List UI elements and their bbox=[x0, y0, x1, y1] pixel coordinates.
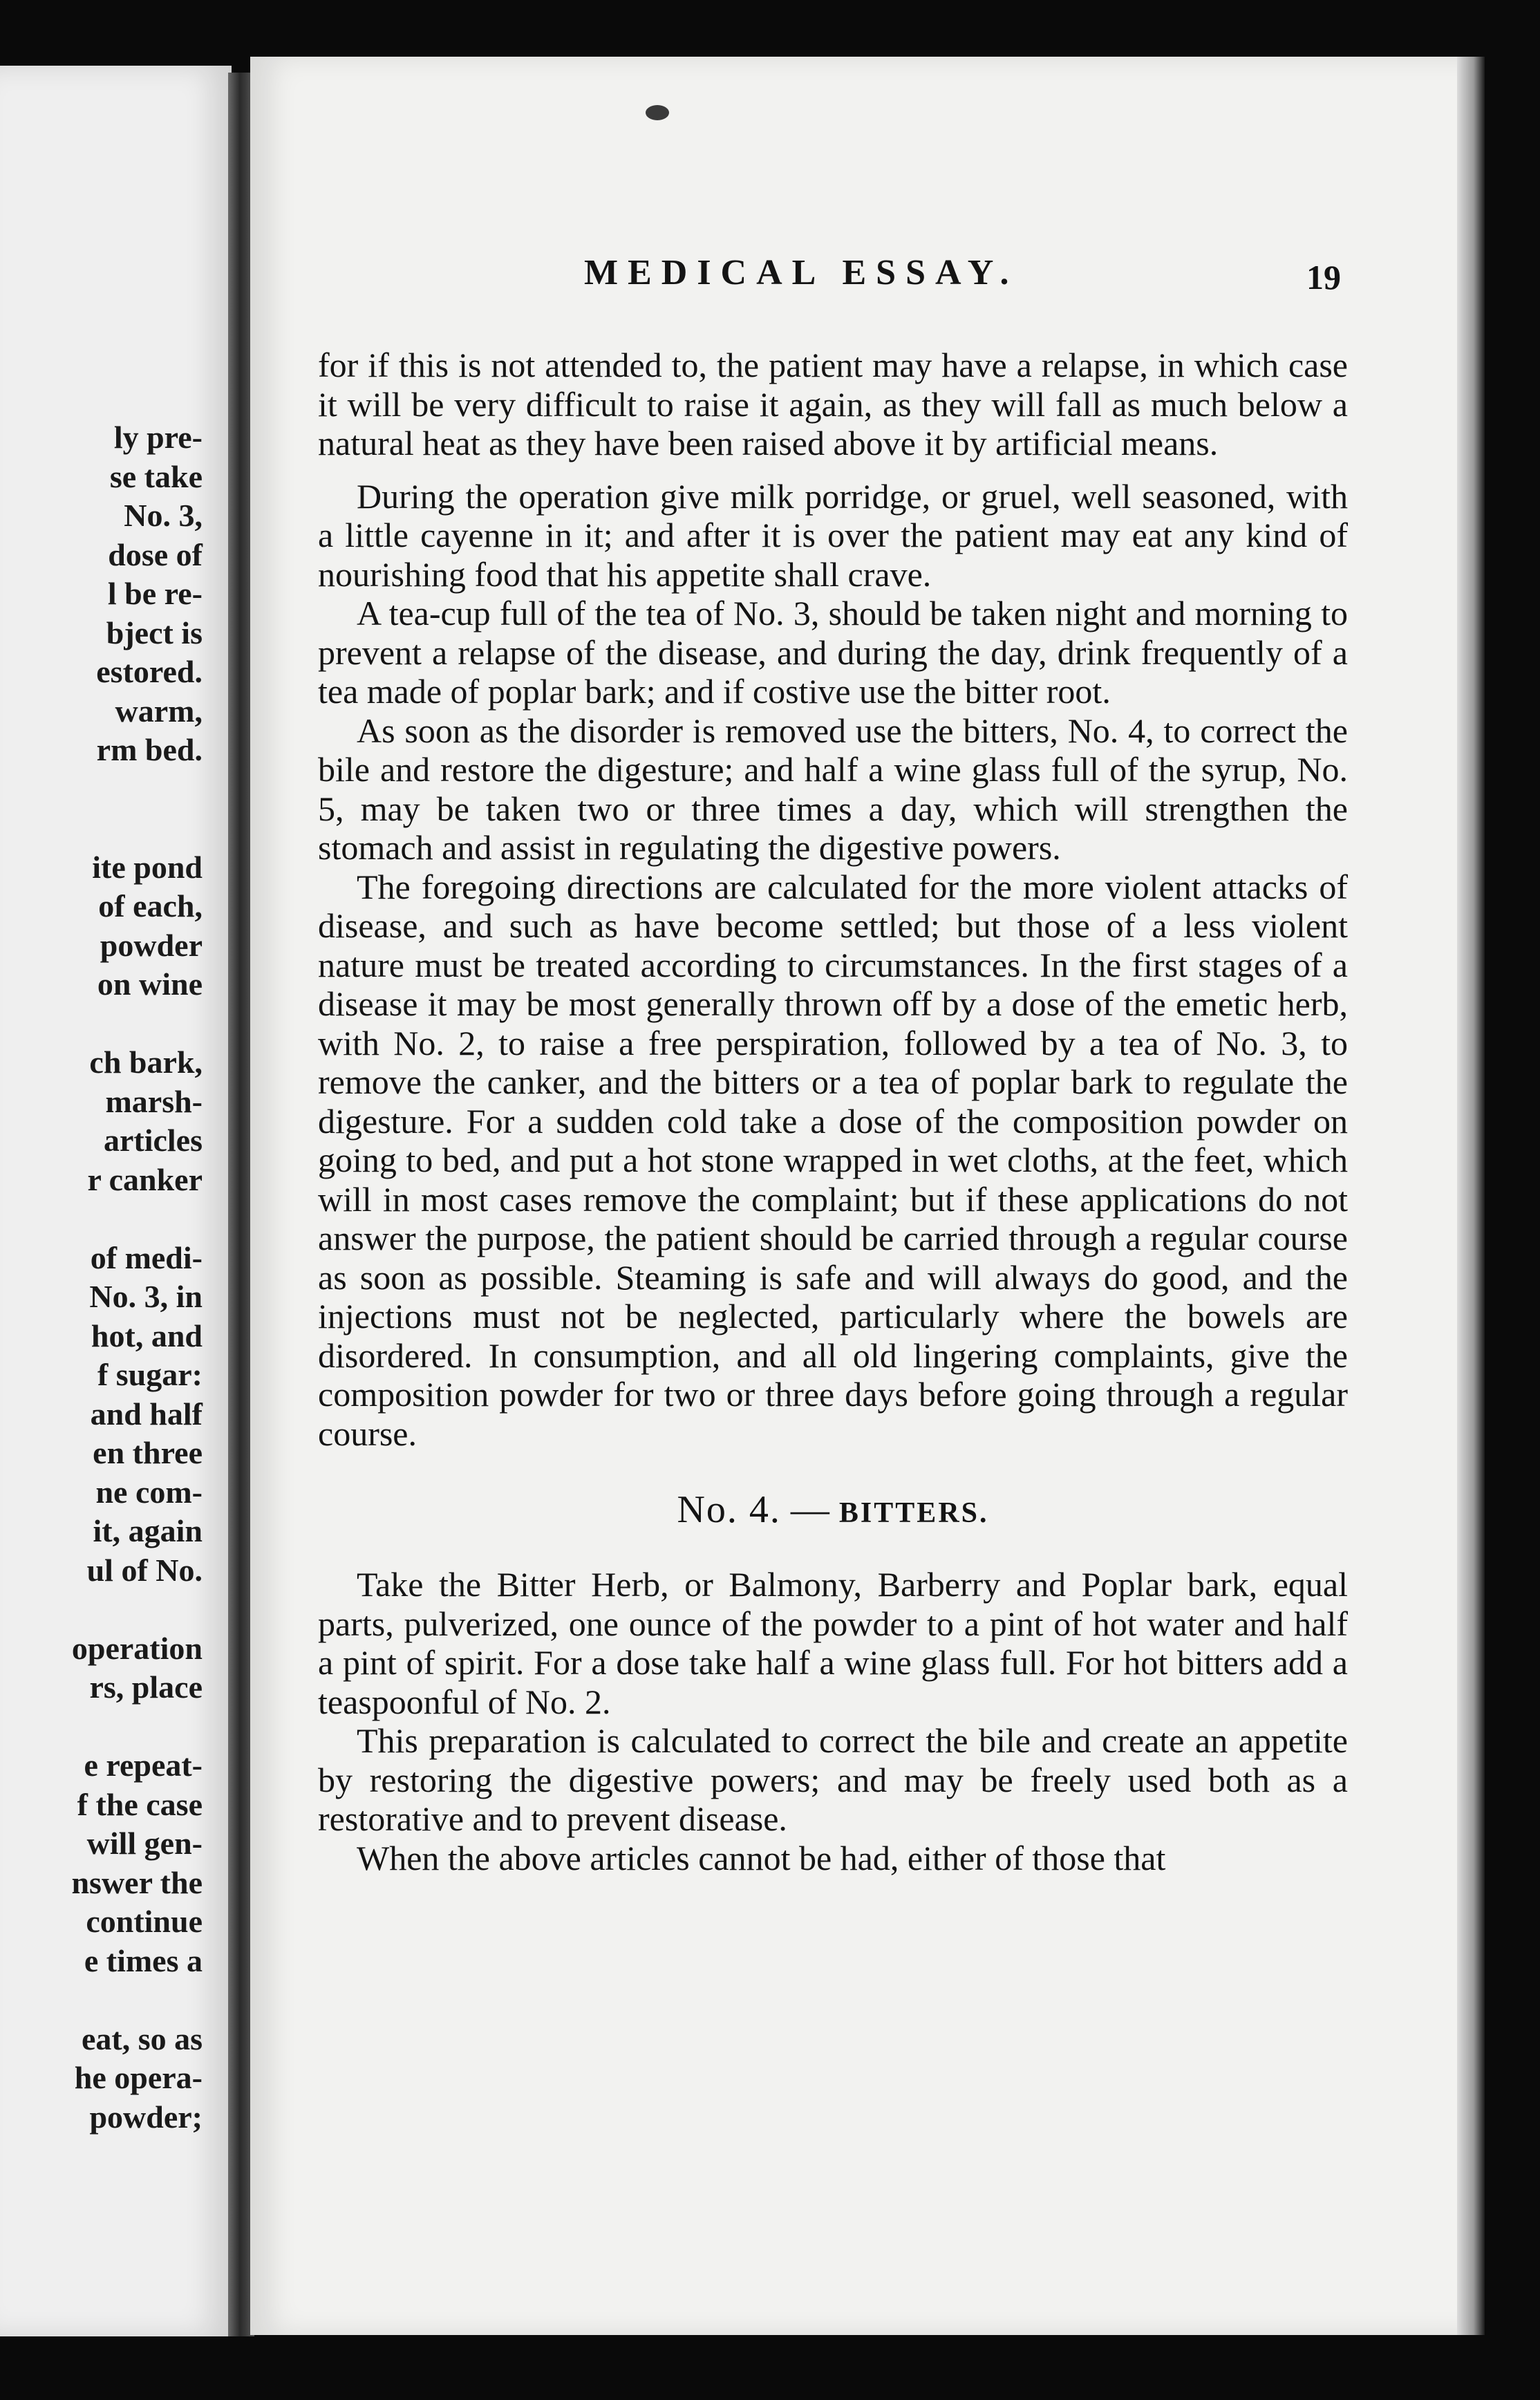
left-page-line: rs, place bbox=[89, 1669, 203, 1705]
left-page-line: estored. bbox=[96, 654, 203, 689]
left-facing-page bbox=[0, 66, 232, 2336]
page-edge-shadow bbox=[1457, 57, 1485, 2335]
paragraph: During the operation give milk porridge, or gruel, well seasoned, with a little cayenne in it; and after it is over the patient may eat any kind of nourishing food that his appetite shall crave. bbox=[318, 476, 1348, 594]
paragraph: A tea-cup full of the tea of No. 3, should be taken night and morning to prevent a relapse of the disease, and during the day, drink frequently of a tea made of poplar bark; and if costive use the bitter root. bbox=[318, 594, 1348, 711]
left-page-line: bject is bbox=[106, 615, 203, 650]
section-heading bbox=[318, 1488, 1348, 1532]
left-page-line: ly pre- bbox=[113, 420, 203, 455]
left-page-line: powder bbox=[100, 927, 203, 963]
left-page-line: warm, bbox=[115, 693, 203, 729]
section-number: No. 4. bbox=[677, 1488, 781, 1531]
left-page-line: f sugar: bbox=[97, 1357, 203, 1392]
paragraph: When the above articles cannot be had, either of those that bbox=[357, 1838, 1166, 1877]
left-page-line: articles bbox=[103, 1123, 203, 1158]
paragraph: for if this is not attended to, the patient may have a relapse, in which case it will be very difficult to raise it again, as they will fall as much below a natural heat as they have been raised above it by artificial means. bbox=[318, 346, 1348, 462]
left-page-line: No. 3, bbox=[124, 498, 203, 533]
paragraph: This preparation is calculated to correct the bile and create an appetite by restoring the digestive powers; and may be freely used both as a restorative and to prevent disease. bbox=[318, 1721, 1348, 1838]
left-page-line: se take bbox=[109, 458, 203, 494]
left-page-line: l be re- bbox=[107, 576, 203, 611]
left-page-line: of each, bbox=[98, 888, 203, 924]
left-page-line: continue bbox=[86, 1904, 203, 1939]
left-page-line: en three bbox=[93, 1435, 203, 1470]
ink-blot bbox=[646, 105, 669, 120]
left-page-line: and half bbox=[90, 1396, 203, 1432]
left-page-line: No. 3, in bbox=[89, 1279, 203, 1314]
left-page-line: ite pond bbox=[92, 849, 203, 885]
main-text bbox=[318, 346, 1348, 1877]
left-page-line: eat, so as bbox=[81, 2021, 203, 2056]
left-page-line: dose of bbox=[108, 536, 203, 572]
left-page-line: he opera- bbox=[74, 2060, 203, 2095]
left-page-line: it, again bbox=[93, 1513, 203, 1548]
section-title: BITTERS. bbox=[838, 1497, 989, 1529]
paragraph: Take the Bitter Herb, or Balmony, Barberry and Poplar bark, equal parts, pulverized, one ounce of the powder to a pint of hot water and half a pint of spirit. For a dose take half a wine glass full. For hot bitters add a teaspoonful of No. 2. bbox=[318, 1565, 1348, 1721]
left-page-line: ne com- bbox=[95, 1474, 203, 1510]
left-page-line: operation bbox=[71, 1630, 203, 1666]
left-page-line: e times a bbox=[84, 1942, 203, 1978]
page-number: 19 bbox=[1306, 258, 1341, 297]
left-page-line: of medi- bbox=[90, 1239, 203, 1275]
left-page-line: ch bark, bbox=[89, 1044, 203, 1080]
left-page-line: on wine bbox=[97, 966, 203, 1002]
paragraph: The foregoing directions are calculated for the more violent attacks of disease, and such as have become settled; but those of a less violent nature must be treated according to circumstances. In the first stages of a disease it may be most generally thrown off by a dose of the emetic herb, with No. 2, to raise a free perspiration, followed by a tea of No. 3, to remove the canker, and the bitters or a tea of poplar bark to regulate the digesture. For a sudden cold take a dose of the composition powder on going to bed, and put a hot stone wrapped in wet cloths, at the feet, which will in most cases remove the complaint; but if these applications do not answer the purpose, the patient should be carried through a regular course as soon as possible. Steaming is safe and will always do good, and the injections must not be neglected, particularly where the bowels are disordered. In consumption, and all old lingering complaints, give the composition powder for two or three days before going through a regular course. bbox=[318, 867, 1348, 1453]
left-page-line: e repeat- bbox=[84, 1747, 203, 1783]
left-page-line: powder; bbox=[89, 2099, 203, 2135]
running-head: MEDICAL ESSAY. bbox=[584, 253, 1019, 292]
left-page-line: will gen- bbox=[86, 1826, 203, 1861]
paragraph: As soon as the disorder is removed use the bitters, No. 4, to correct the bile and restore the digesture; and half a wine glass full of the syrup, No. 5, may be taken two or three times a day, which will strengthen the stomach and assist in regulating the digestive powers. bbox=[318, 711, 1348, 867]
left-page-line: r canker bbox=[87, 1161, 203, 1197]
left-page-line: hot, and bbox=[91, 1318, 203, 1353]
left-page-line: ul of No. bbox=[86, 1552, 203, 1588]
left-page-line: rm bed. bbox=[96, 732, 203, 767]
left-page-line: nswer the bbox=[71, 1864, 203, 1900]
left-page-line: marsh- bbox=[105, 1083, 203, 1119]
section-dash: — bbox=[790, 1488, 829, 1531]
left-page-line: f the case bbox=[77, 1786, 203, 1822]
